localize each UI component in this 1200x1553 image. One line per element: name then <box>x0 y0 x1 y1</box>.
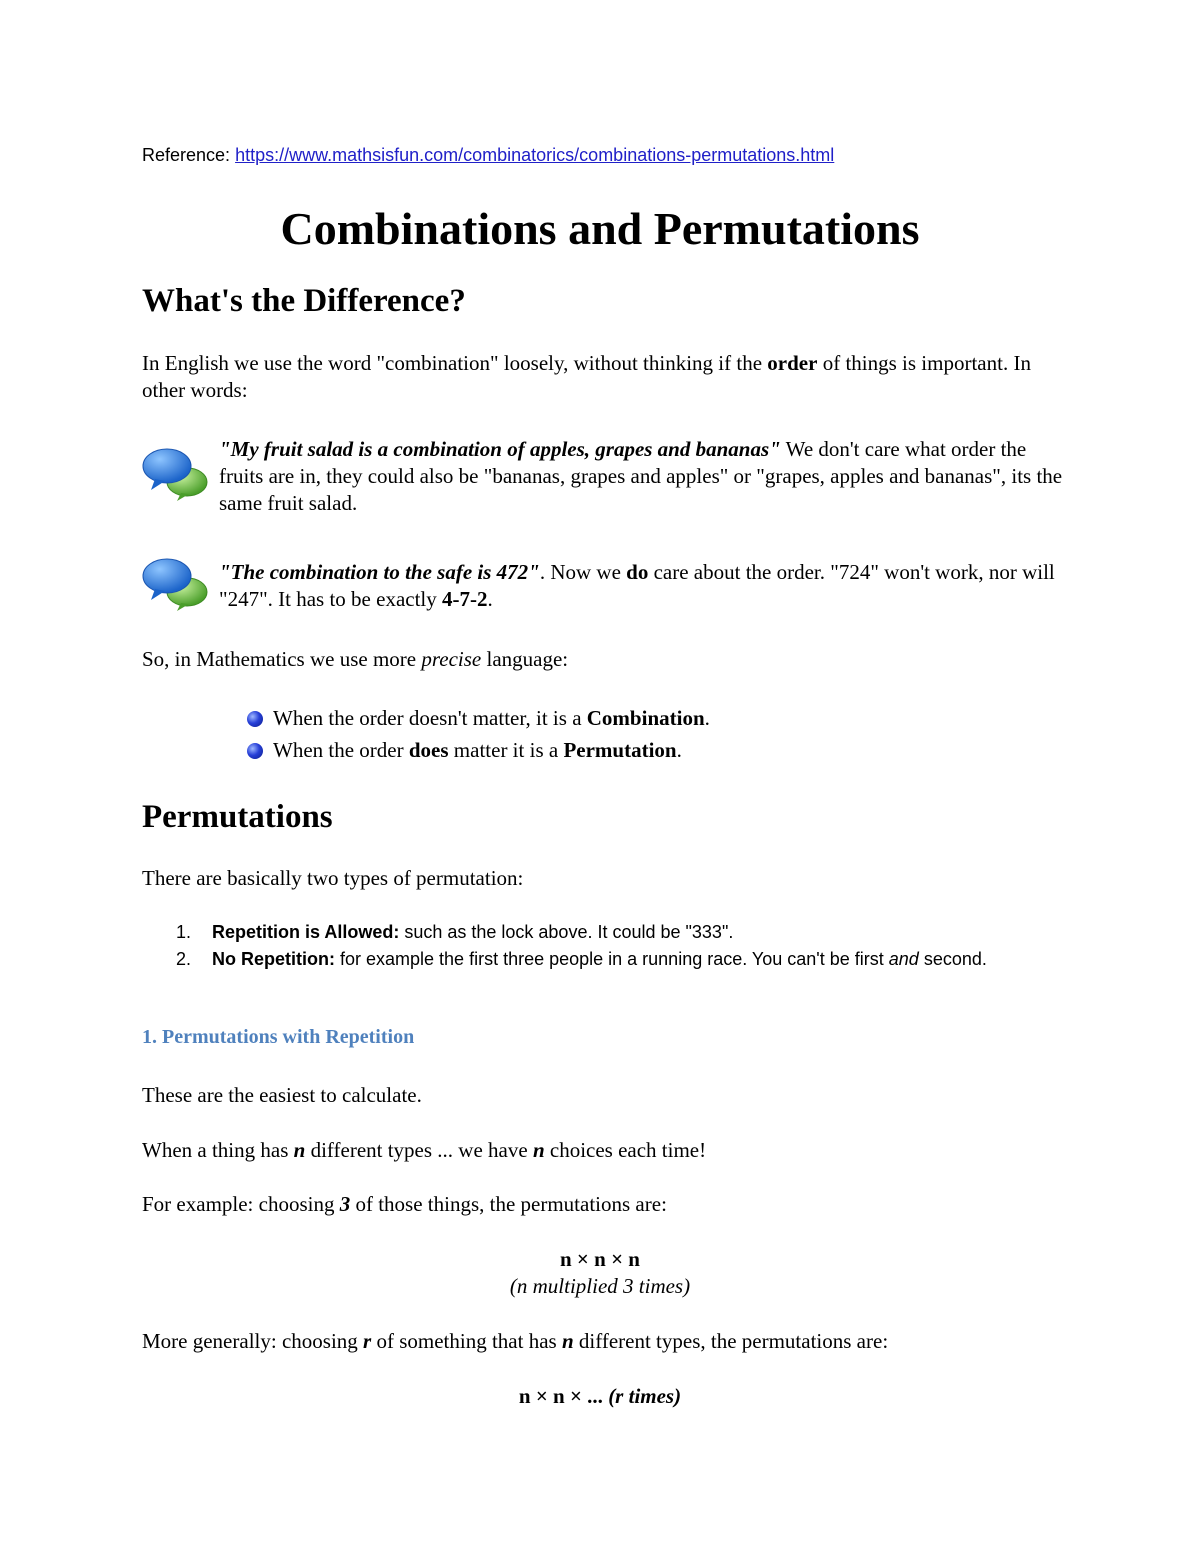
example2-quote: "The combination to the safe is 472" <box>219 560 540 584</box>
intro-paragraph <box>142 350 1052 404</box>
intro-text: In English we use the word "combination" loosely, without thinking if the <box>142 351 768 375</box>
reference-link[interactable]: https://www.mathsisfun.com/combinatorics/combinations-permutations.html <box>235 145 835 165</box>
more-generally-paragraph <box>142 1328 888 1355</box>
section-heading-difference: What's the Difference? <box>142 283 466 319</box>
n-text-3: choices each time! <box>544 1138 707 1162</box>
bullet2-mid: matter it is a <box>448 738 564 762</box>
speech-bubble-icon <box>141 556 209 612</box>
so-text: So, in Mathematics we use more <box>142 647 422 671</box>
gen-text-2: of something that has <box>371 1329 562 1353</box>
list-item-bold: Repetition is Allowed: <box>212 922 400 942</box>
forex-text-1: For example: choosing <box>142 1192 340 1216</box>
subheading-permutations-with-repetition: 1. Permutations with Repetition <box>142 1026 415 1048</box>
so-italic-precise: precise <box>421 647 482 671</box>
gen-text-1: More generally: choosing <box>142 1329 364 1353</box>
n-text-2: different types ... we have <box>305 1138 533 1162</box>
bullet2-end: . <box>676 738 682 762</box>
example-safe <box>219 559 1069 613</box>
gen-text-3: different types, the permutations are: <box>573 1329 889 1353</box>
forex-number: 3 <box>339 1192 351 1216</box>
bullet1-text: When the order doesn't matter, it is a <box>273 706 587 730</box>
list-item-italic: and <box>888 949 919 969</box>
example2-end: . <box>487 587 493 611</box>
formula-caption: (n multiplied 3 times) <box>509 1274 691 1298</box>
formula2-italic: (r times) <box>608 1384 682 1408</box>
example1-quote: "My fruit salad is a combination of apples, grapes and bananas" <box>219 437 781 461</box>
list-number: 1. <box>176 922 192 942</box>
r-variable: r <box>363 1329 372 1353</box>
easiest-paragraph: These are the easiest to calculate. <box>142 1083 422 1107</box>
example2-bold-do: do <box>626 560 649 584</box>
reference-label: Reference: <box>142 145 236 165</box>
precise-language-paragraph <box>142 646 568 673</box>
so-text-end: language: <box>481 647 569 671</box>
intro-bold-order: order <box>767 351 818 375</box>
bullet1-bold: Combination <box>586 706 705 730</box>
n-variable: n <box>532 1138 545 1162</box>
intro-text-end: of things is important. In other words: <box>142 351 1031 402</box>
example1-text: We don't care what order the fruits are in, they could also be "bananas, grapes and apples" or "grapes, apples and bananas", its the same fruit salad. <box>219 437 1063 515</box>
example-fruit-salad <box>219 436 1069 517</box>
bullet1-end: . <box>704 706 710 730</box>
bullet-icon <box>247 711 263 727</box>
list-item-text: such as the lock above. It could be "333". <box>399 922 734 942</box>
bullet2-bold: Permutation <box>563 738 677 762</box>
example2-text-a: . Now we <box>539 560 627 584</box>
bullet-icon <box>247 743 263 759</box>
formula-n-cubed: n × n × n <box>560 1247 640 1271</box>
for-example-paragraph <box>142 1191 667 1218</box>
types-paragraph: There are basically two types of permutation: <box>142 866 524 890</box>
reference-line <box>142 145 834 166</box>
page-title: Combinations and Permutations <box>280 203 920 254</box>
example2-text-b: care about the order. "724" won't work, nor will "247". It has to be exactly <box>219 560 1055 611</box>
n-variable: n <box>293 1138 306 1162</box>
list-item <box>176 946 1036 998</box>
list-item-bold: No Repetition: <box>212 949 335 969</box>
list-number: 2. <box>176 949 192 969</box>
n-text-1: When a thing has <box>142 1138 294 1162</box>
example2-bold-number: 4-7-2 <box>442 587 488 611</box>
list-item-text-end: second. <box>918 949 987 969</box>
list-item <box>176 919 1036 945</box>
section-heading-permutations: Permutations <box>142 799 333 835</box>
bullet2-text: When the order <box>273 738 409 762</box>
formula2-main: n × n × ... <box>518 1384 609 1408</box>
n-variable: n <box>561 1329 574 1353</box>
formula-n-r-times <box>0 1383 1200 1410</box>
list-item-text: for example the first three people in a running race. You can't be first <box>335 949 889 969</box>
bullet2-bold-does: does <box>408 738 449 762</box>
forex-text-2: of those things, the permutations are: <box>350 1192 667 1216</box>
n-types-paragraph <box>142 1137 706 1164</box>
speech-bubble-icon <box>141 446 209 502</box>
